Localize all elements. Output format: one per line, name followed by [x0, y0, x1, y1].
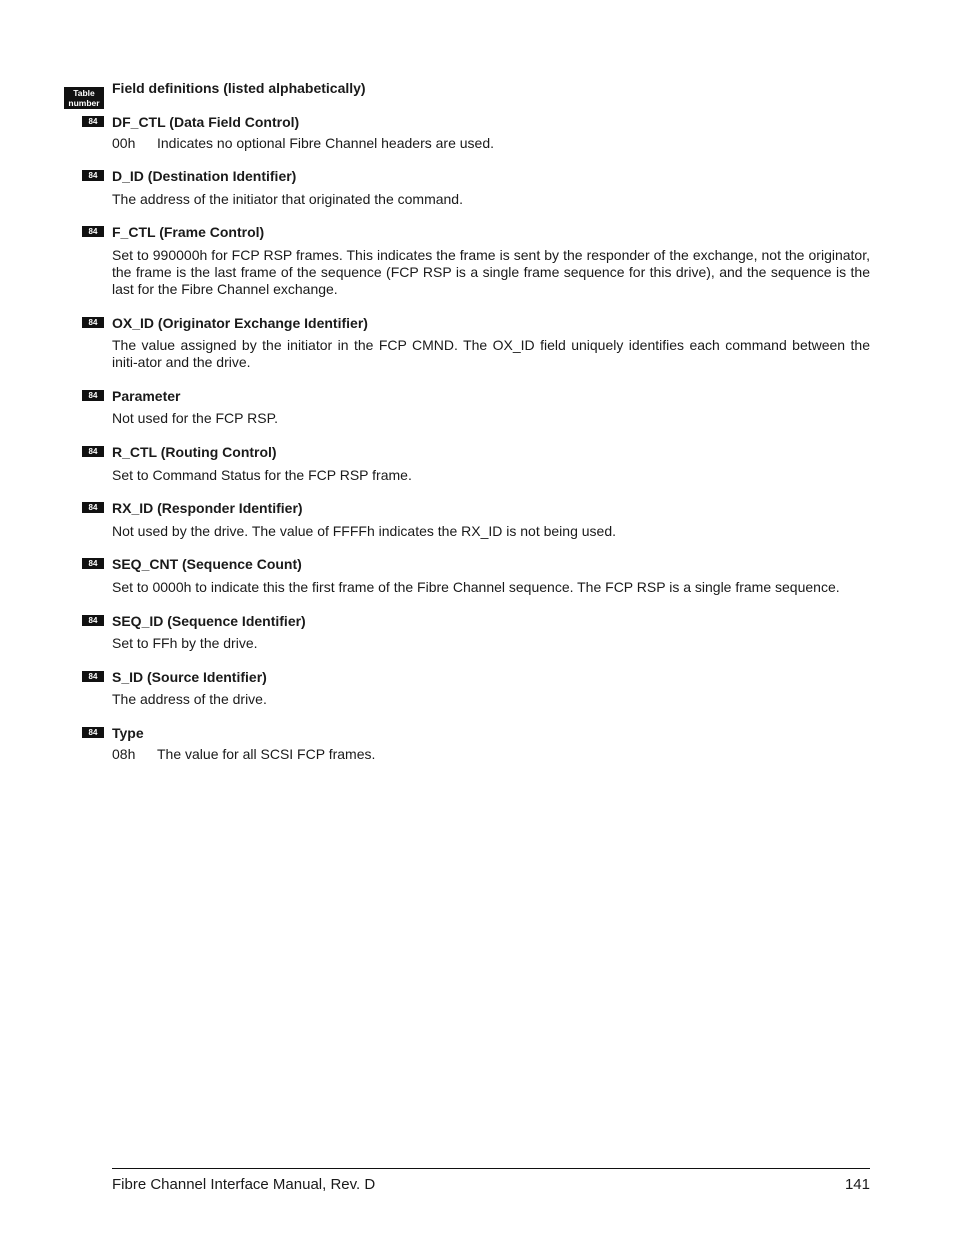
field-description: Not used by the drive. The value of FFFFh indicates the RX_ID is not being used. [112, 523, 617, 539]
footer-manual-title: Fibre Channel Interface Manual, Rev. D [112, 1176, 376, 1193]
table-ref-badge: 84 [82, 727, 104, 738]
field-title: F_CTL (Frame Control) [112, 224, 265, 240]
table-ref-badge: 84 [82, 615, 104, 626]
field-description: The address of the initiator that originated the command. [112, 191, 463, 207]
table-ref-badge: 84 [82, 116, 104, 127]
section-heading: Field definitions (listed alphabetically) [112, 80, 366, 96]
table-ref-badge: 84 [82, 671, 104, 682]
field-title: Type [112, 725, 144, 741]
field-code: 08h [112, 746, 136, 762]
field-title: SEQ_ID (Sequence Identifier) [112, 613, 306, 629]
footer-divider [112, 1168, 870, 1169]
table-ref-badge: 84 [82, 446, 104, 457]
field-title: D_ID (Destination Identifier) [112, 168, 297, 184]
field-title: R_CTL (Routing Control) [112, 444, 277, 460]
field-title: OX_ID (Originator Exchange Identifier) [112, 315, 368, 331]
table-ref-badge: 84 [82, 170, 104, 181]
field-title: S_ID (Source Identifier) [112, 669, 267, 685]
field-title: SEQ_CNT (Sequence Count) [112, 556, 302, 572]
table-ref-badge: 84 [82, 558, 104, 569]
field-code: 00h [112, 135, 136, 151]
table-ref-badge: 84 [82, 226, 104, 237]
table-ref-badge: 84 [82, 502, 104, 513]
field-description: 00h Indicates no optional Fibre Channel headers are used. [112, 135, 494, 151]
field-description: The address of the drive. [112, 691, 267, 707]
table-ref-badge: 84 [82, 317, 104, 328]
field-description: Not used for the FCP RSP. [112, 410, 279, 426]
field-description: Set to Command Status for the FCP RSP frame. [112, 467, 412, 483]
field-description: Set to 0000h to indicate this the first frame of the Fibre Channel sequence. The FCP RSP is a single frame sequence. [112, 579, 840, 595]
field-title: RX_ID (Responder Identifier) [112, 500, 303, 516]
table-ref-badge: 84 [82, 390, 104, 401]
footer-page-number: 141 [844, 1176, 870, 1193]
field-title: DF_CTL (Data Field Control) [112, 114, 300, 130]
table-number-tag: Table number [64, 87, 104, 109]
field-description: The value assigned by the initiator in the FCP CMND. The OX_ID field uniquely identifies each command between the initi-ator and the drive. [112, 337, 870, 370]
field-description: Set to 990000h for FCP RSP frames. This indicates the frame is sent by the responder of the exchange, not the originator, the frame is the last frame of the sequence (FCP RSP is a single frame sequence for this drive), and the sequence is the last for the Fibre Channel exchange. [112, 247, 870, 297]
field-title: Parameter [112, 388, 181, 404]
field-description: 08h The value for all SCSI FCP frames. [112, 746, 376, 762]
field-description: Set to FFh by the drive. [112, 635, 258, 651]
